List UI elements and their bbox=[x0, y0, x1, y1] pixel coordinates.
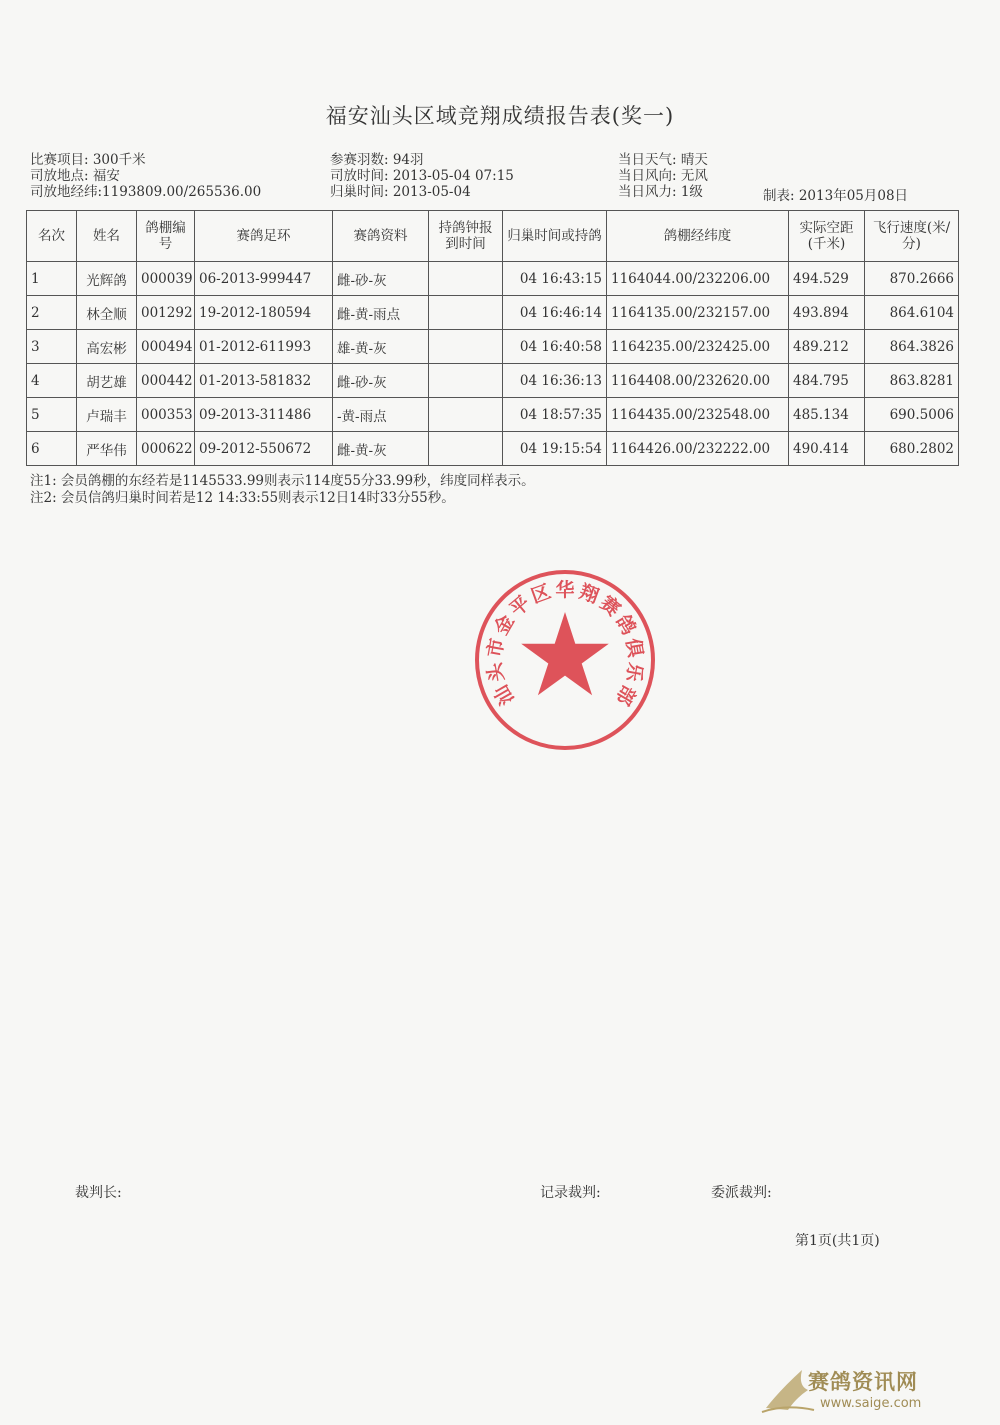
rank-cell: 3 bbox=[27, 330, 77, 364]
table-row bbox=[27, 262, 959, 296]
loft-id-cell: 000622 bbox=[137, 432, 195, 466]
header-cell: 赛鸽资料 bbox=[333, 211, 429, 262]
notes bbox=[30, 473, 535, 507]
loft-id-cell: 000039 bbox=[137, 262, 195, 296]
rank-cell: 6 bbox=[27, 432, 77, 466]
coords-cell: 1164435.00/232548.00 bbox=[607, 398, 789, 432]
seal-char: 翔 bbox=[576, 580, 602, 608]
speed-cell: 864.6104 bbox=[865, 296, 959, 330]
name-cell: 光辉鸽 bbox=[77, 262, 137, 296]
seal-char: 汕 bbox=[490, 681, 519, 709]
header-cell: 鸽棚经纬度 bbox=[607, 211, 789, 262]
coords-cell: 1164235.00/232425.00 bbox=[607, 330, 789, 364]
seal-char: 赛 bbox=[595, 591, 625, 621]
distance-cell: 490.414 bbox=[789, 432, 865, 466]
coords-cell: 1164044.00/232206.00 bbox=[607, 262, 789, 296]
clock-time-cell bbox=[429, 262, 503, 296]
info-left-column bbox=[30, 152, 261, 200]
seal-char: 头 bbox=[483, 660, 509, 684]
bird-info-cell: -黄-雨点 bbox=[333, 398, 429, 432]
distance-cell: 494.529 bbox=[789, 262, 865, 296]
rank-cell: 2 bbox=[27, 296, 77, 330]
table-row bbox=[27, 364, 959, 398]
ring-cell: 09-2012-550672 bbox=[195, 432, 333, 466]
seal-char: 平 bbox=[505, 591, 535, 621]
bird-info-cell: 雌-黄-灰 bbox=[333, 432, 429, 466]
name-cell: 高宏彬 bbox=[77, 330, 137, 364]
distance-cell: 485.134 bbox=[789, 398, 865, 432]
event-info: 比赛项目: 300千米 bbox=[30, 152, 146, 168]
arrival-time-cell: 04 18:57:35 bbox=[503, 398, 607, 432]
ring-cell: 09-2013-311486 bbox=[195, 398, 333, 432]
clock-time-cell bbox=[429, 296, 503, 330]
report-title: 福安汕头区域竞翔成绩报告表(奖一) bbox=[325, 104, 675, 128]
coords-cell: 1164135.00/232157.00 bbox=[607, 296, 789, 330]
seal-char: 金 bbox=[490, 611, 519, 639]
distance-cell: 489.212 bbox=[789, 330, 865, 364]
clock-time-cell bbox=[429, 330, 503, 364]
name-cell: 林全顺 bbox=[77, 296, 137, 330]
release-place-info: 司放地点: 福安 bbox=[30, 168, 120, 184]
info-middle-column bbox=[330, 152, 514, 200]
seal-char: 鸽 bbox=[611, 611, 640, 639]
note-1: 注1: 会员鸽棚的东经若是1145533.99则表示114度55分33.99秒，纬度同样表示。 bbox=[30, 473, 535, 489]
loft-id-cell: 000494 bbox=[137, 330, 195, 364]
entries-info: 参赛羽数: 94羽 bbox=[330, 152, 424, 168]
table-row bbox=[27, 398, 959, 432]
seal-char: 俱 bbox=[621, 636, 647, 660]
clock-time-cell bbox=[429, 398, 503, 432]
seal-char: 华 bbox=[555, 579, 575, 601]
table-header-row bbox=[27, 211, 959, 262]
rank-cell: 5 bbox=[27, 398, 77, 432]
name-cell: 严华伟 bbox=[77, 432, 137, 466]
made-date: 制表: 2013年05月08日 bbox=[763, 188, 909, 204]
watermark-site-name: 赛鸽资讯网 bbox=[808, 1370, 918, 1394]
speed-cell: 864.3826 bbox=[865, 330, 959, 364]
arrival-time-cell: 04 19:15:54 bbox=[503, 432, 607, 466]
arrival-time-cell: 04 16:40:58 bbox=[503, 330, 607, 364]
table-row bbox=[27, 432, 959, 466]
name-cell: 胡艺雄 bbox=[77, 364, 137, 398]
speed-cell: 863.8281 bbox=[865, 364, 959, 398]
bird-info-cell: 雌-砂-灰 bbox=[333, 364, 429, 398]
seal-star-icon bbox=[521, 612, 609, 695]
release-time-info: 司放时间: 2013-05-04 07:15 bbox=[330, 168, 514, 184]
chief-judge-label: 裁判长: bbox=[75, 1185, 122, 1201]
clock-time-cell bbox=[429, 364, 503, 398]
distance-cell: 493.894 bbox=[789, 296, 865, 330]
release-coords-info: 司放地经纬:1193809.00/265536.00 bbox=[30, 184, 262, 200]
rank-cell: 1 bbox=[27, 262, 77, 296]
ring-cell: 01-2012-611993 bbox=[195, 330, 333, 364]
ring-cell: 01-2013-581832 bbox=[195, 364, 333, 398]
table-row bbox=[27, 330, 959, 364]
clock-time-cell bbox=[429, 432, 503, 466]
header-cell: 归巢时间或持鸽 bbox=[503, 211, 607, 262]
wind-force-info: 当日风力: 1级 bbox=[618, 184, 703, 200]
speed-cell: 690.5006 bbox=[865, 398, 959, 432]
arrival-time-cell: 04 16:36:13 bbox=[503, 364, 607, 398]
arrival-time-cell: 04 16:43:15 bbox=[503, 262, 607, 296]
distance-cell: 484.795 bbox=[789, 364, 865, 398]
header-cell: 姓名 bbox=[77, 211, 137, 262]
results-table bbox=[26, 210, 959, 466]
ring-cell: 19-2012-180594 bbox=[195, 296, 333, 330]
seal-char: 市 bbox=[483, 636, 509, 660]
loft-id-cell: 000353 bbox=[137, 398, 195, 432]
watermark-url: www.saige.com bbox=[820, 1396, 922, 1411]
bird-info-cell: 雌-黄-雨点 bbox=[333, 296, 429, 330]
header-cell: 实际空距(千米) bbox=[789, 211, 865, 262]
header-cell: 持鸽钟报到时间 bbox=[429, 211, 503, 262]
speed-cell: 870.2666 bbox=[865, 262, 959, 296]
wind-direction-info: 当日风向: 无风 bbox=[618, 168, 708, 184]
coords-cell: 1164426.00/232222.00 bbox=[607, 432, 789, 466]
bird-info-cell: 雄-黄-灰 bbox=[333, 330, 429, 364]
table-row bbox=[27, 296, 959, 330]
page-number: 第1页(共1页) bbox=[795, 1233, 880, 1249]
seal-char: 部 bbox=[611, 681, 640, 709]
seal-char: 乐 bbox=[621, 660, 647, 684]
name-cell: 卢瑞丰 bbox=[77, 398, 137, 432]
arrival-time-cell: 04 16:46:14 bbox=[503, 296, 607, 330]
speed-cell: 680.2802 bbox=[865, 432, 959, 466]
header-cell: 飞行速度(米/分) bbox=[865, 211, 959, 262]
header-cell: 鸽棚编号 bbox=[137, 211, 195, 262]
record-judge-label: 记录裁判: bbox=[540, 1185, 601, 1201]
return-time-info: 归巢时间: 2013-05-04 bbox=[330, 184, 471, 200]
info-right-column bbox=[618, 152, 708, 200]
loft-id-cell: 001292 bbox=[137, 296, 195, 330]
loft-id-cell: 000442 bbox=[137, 364, 195, 398]
note-2: 注2: 会员信鸽归巢时间若是12 14:33:55则表示12日14时33分55秒。 bbox=[30, 490, 455, 506]
club-seal bbox=[470, 565, 660, 755]
weather-info: 当日天气: 晴天 bbox=[618, 152, 708, 168]
watermark bbox=[758, 1360, 988, 1418]
bird-info-cell: 雌-砂-灰 bbox=[333, 262, 429, 296]
header-cell: 赛鸽足环 bbox=[195, 211, 333, 262]
delegate-judge-label: 委派裁判: bbox=[711, 1185, 772, 1201]
seal-char: 区 bbox=[528, 580, 554, 608]
coords-cell: 1164408.00/232620.00 bbox=[607, 364, 789, 398]
header-cell: 名次 bbox=[27, 211, 77, 262]
ring-cell: 06-2013-999447 bbox=[195, 262, 333, 296]
rank-cell: 4 bbox=[27, 364, 77, 398]
